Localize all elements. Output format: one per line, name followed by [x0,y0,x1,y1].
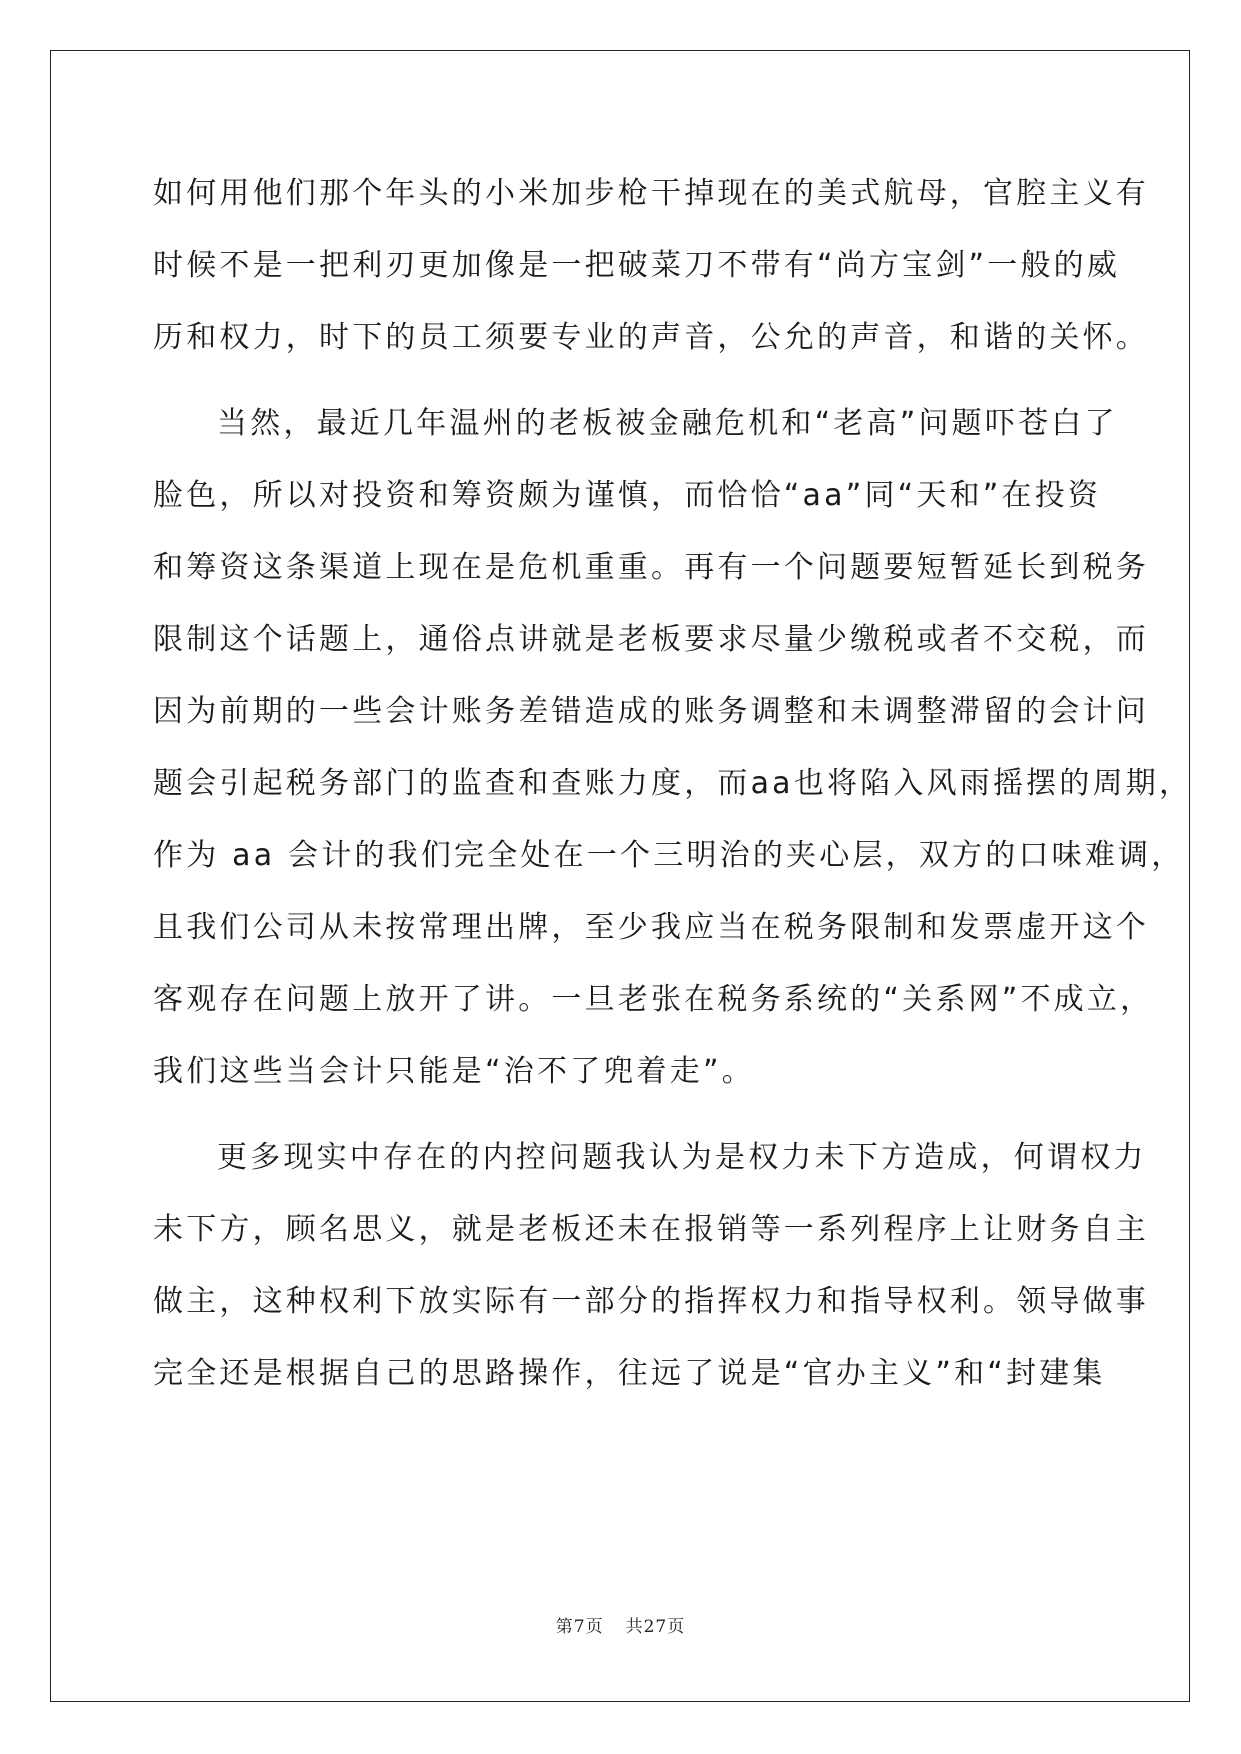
text-line: 题会引起税务部门的监查和查账力度，而aa也将陷入风雨摇摆的周期， [153,766,1193,801]
text-line: 我们这些当会计只能是“治不了兜着走”。 [153,1054,755,1089]
text-line: 历和权力，时下的员工须要专业的声音，公允的声音，和谐的关怀。 [153,320,1149,355]
text-line: 未下方，顾名思义，就是老板还未在报销等一系列程序上让财务自主 [153,1212,1149,1247]
text-line: 客观存在问题上放开了讲。一旦老张在税务系统的“关系网”不成立， [153,982,1154,1017]
document-body [153,158,1193,1410]
text-line: 如何用他们那个年头的小米加步枪干掉现在的美式航母，官腔主义有 [153,176,1149,211]
paragraph-start-line: 更多现实中存在的内控问题我认为是权力未下方造成，何谓权力 [217,1140,1147,1175]
text-line: 和筹资这条渠道上现在是危机重重。再有一个问题要短暂延长到税务 [153,550,1149,585]
text-line: 完全还是根据自己的思路操作，往远了说是“官办主义”和“封建集 [153,1356,1106,1391]
text-line: 脸色，所以对投资和筹资颇为谨慎，而恰恰“aa”同“天和”在投资 [153,478,1102,513]
text-line: 限制这个话题上，通俗点讲就是老板要求尽量少缴税或者不交税，而 [153,622,1149,657]
page-number: 第7页 [555,1617,604,1637]
text-line: 因为前期的一些会计账务差错造成的账务调整和未调整滞留的会计问 [153,694,1149,729]
text-line: 作为 aa 会计的我们完全处在一个三明治的夹心层，双方的口味难调， [153,838,1185,873]
text-line: 时候不是一把利刃更加像是一把破菜刀不带有“尚方宝剑”一般的威 [153,248,1121,283]
page-total: 共27页 [625,1617,686,1637]
paragraph-start-line: 当然，最近几年温州的老板被金融危机和“老高”问题吓苍白了 [217,406,1118,441]
text-line: 做主，这种权利下放实际有一部分的指挥权力和指导权利。领导做事 [153,1284,1149,1319]
page-footer [0,1612,1241,1637]
text-line: 且我们公司从未按常理出牌，至少我应当在税务限制和发票虚开这个 [153,910,1149,945]
